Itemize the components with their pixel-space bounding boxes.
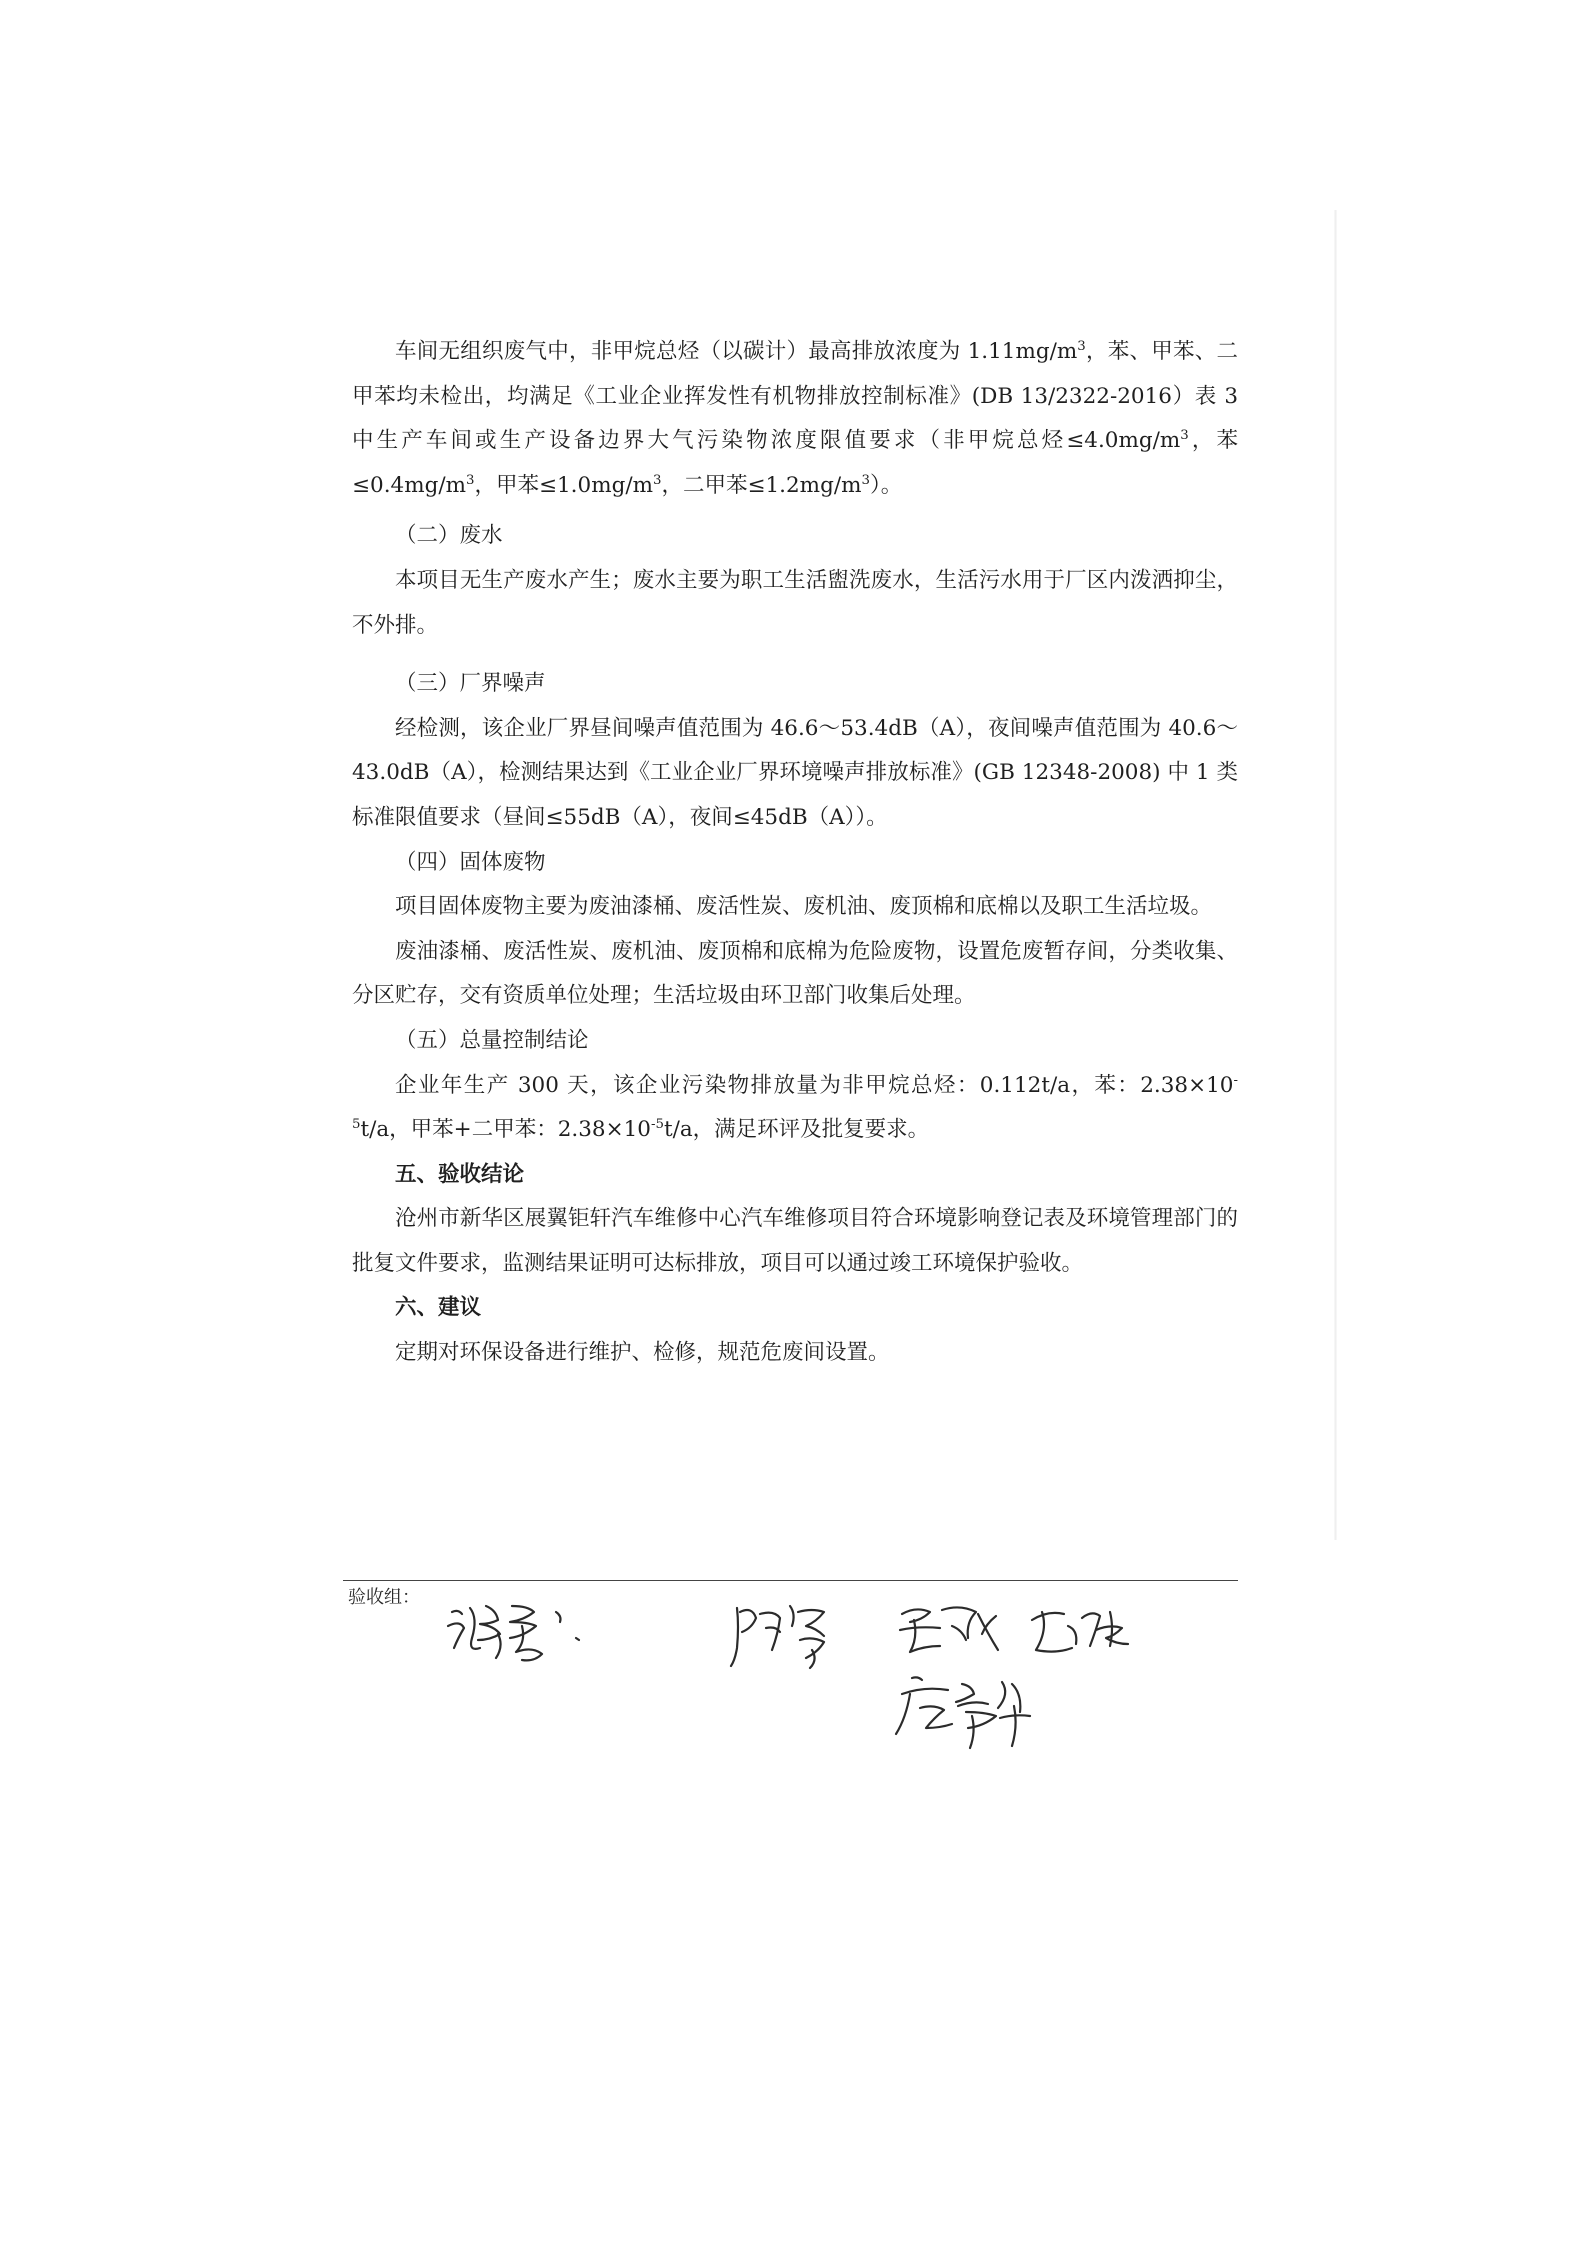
signature-divider [343,1580,1238,1581]
paragraph-wastewater: 本项目无生产废水产生；废水主要为职工生活盥洗废水，生活污水用于厂区内泼洒抑尘，不外排。 [352,567,1238,638]
paragraph-total-control: 企业年生产 300 天，该企业污染物排放量为非甲烷总烃：0.112t/a，苯：$2.38\times 10^{-5}t/a$，甲苯+二甲苯：$2.38\times 10^{-5}t/a$，满足环评及批复要求。 [352,1072,1238,1143]
paragraph-fugitive-emissions: 车间无组织废气中，非甲烷总烃（以碳计）最高排放浓度为 $1.11mg/m^3$，苯、甲苯、二甲苯均未检出，均满足《工业企业挥发性有机物排放控制标准》(DB 13/2322-2016）表 3 中生产车间或生产设备边界大气污染物浓度限值要求（非甲烷总烃$\le 4.0mg/m^3$，苯$\le 0.4mg/m^3$，甲苯$\le 1.0mg/m^3$，二甲苯$\le 1.2mg/m^3$）。 [352,339,1238,498]
signature-4 [1032,1612,1128,1652]
paragraph-noise: 经检测，该企业厂界昼间噪声值范围为 46.6～53.4dB（A），夜间噪声值范围为 40.6～43.0dB（A），检测结果达到《工业企业厂界环境噪声排放标准》(GB 12348-2008) 中 1 类标准限值要求（昼间≤55dB（A），夜间≤45dB（A））。 [352,715,1238,830]
heading-suggestions: 六、建议 [395,1295,482,1321]
acceptance-group-label: 验收组： [348,1587,420,1608]
paragraph-acceptance-conclusion: 沧州市新华区展翼钜轩汽车维修中心汽车维修项目符合环境影响登记表及环境管理部门的批复文件要求，监测结果证明可达标排放，项目可以通过竣工环境保护验收。 [352,1206,1238,1276]
heading-acceptance-conclusion: 五、验收结论 [395,1161,525,1187]
document-body [352,330,1238,1376]
heading-total-control: （五）总量控制结论 [395,1027,589,1053]
heading-solid-waste: （四）固体废物 [395,849,546,875]
heading-noise: （三）厂界噪声 [395,671,546,697]
signature-2 [731,1606,824,1668]
signature-5 [896,1677,1030,1748]
scan-edge-shadow [1334,210,1337,1540]
paragraph-suggestions: 定期对环保设备进行维护、检修，规范危废间设置。 [395,1340,890,1366]
paragraph-solid-waste-1: 项目固体废物主要为废油漆桶、废活性炭、废机油、废顶棉和底棉以及职工生活垃圾。 [395,894,1213,920]
signature-3 [900,1607,998,1652]
heading-wastewater: （二）废水 [395,523,503,549]
signature-1 [448,1606,579,1660]
paragraph-solid-waste-2: 废油漆桶、废活性炭、废机油、废顶棉和底棉为危险废物，设置危废暂存间，分类收集、分区贮存，交有资质单位处理；生活垃圾由环卫部门收集后处理。 [352,938,1238,1009]
